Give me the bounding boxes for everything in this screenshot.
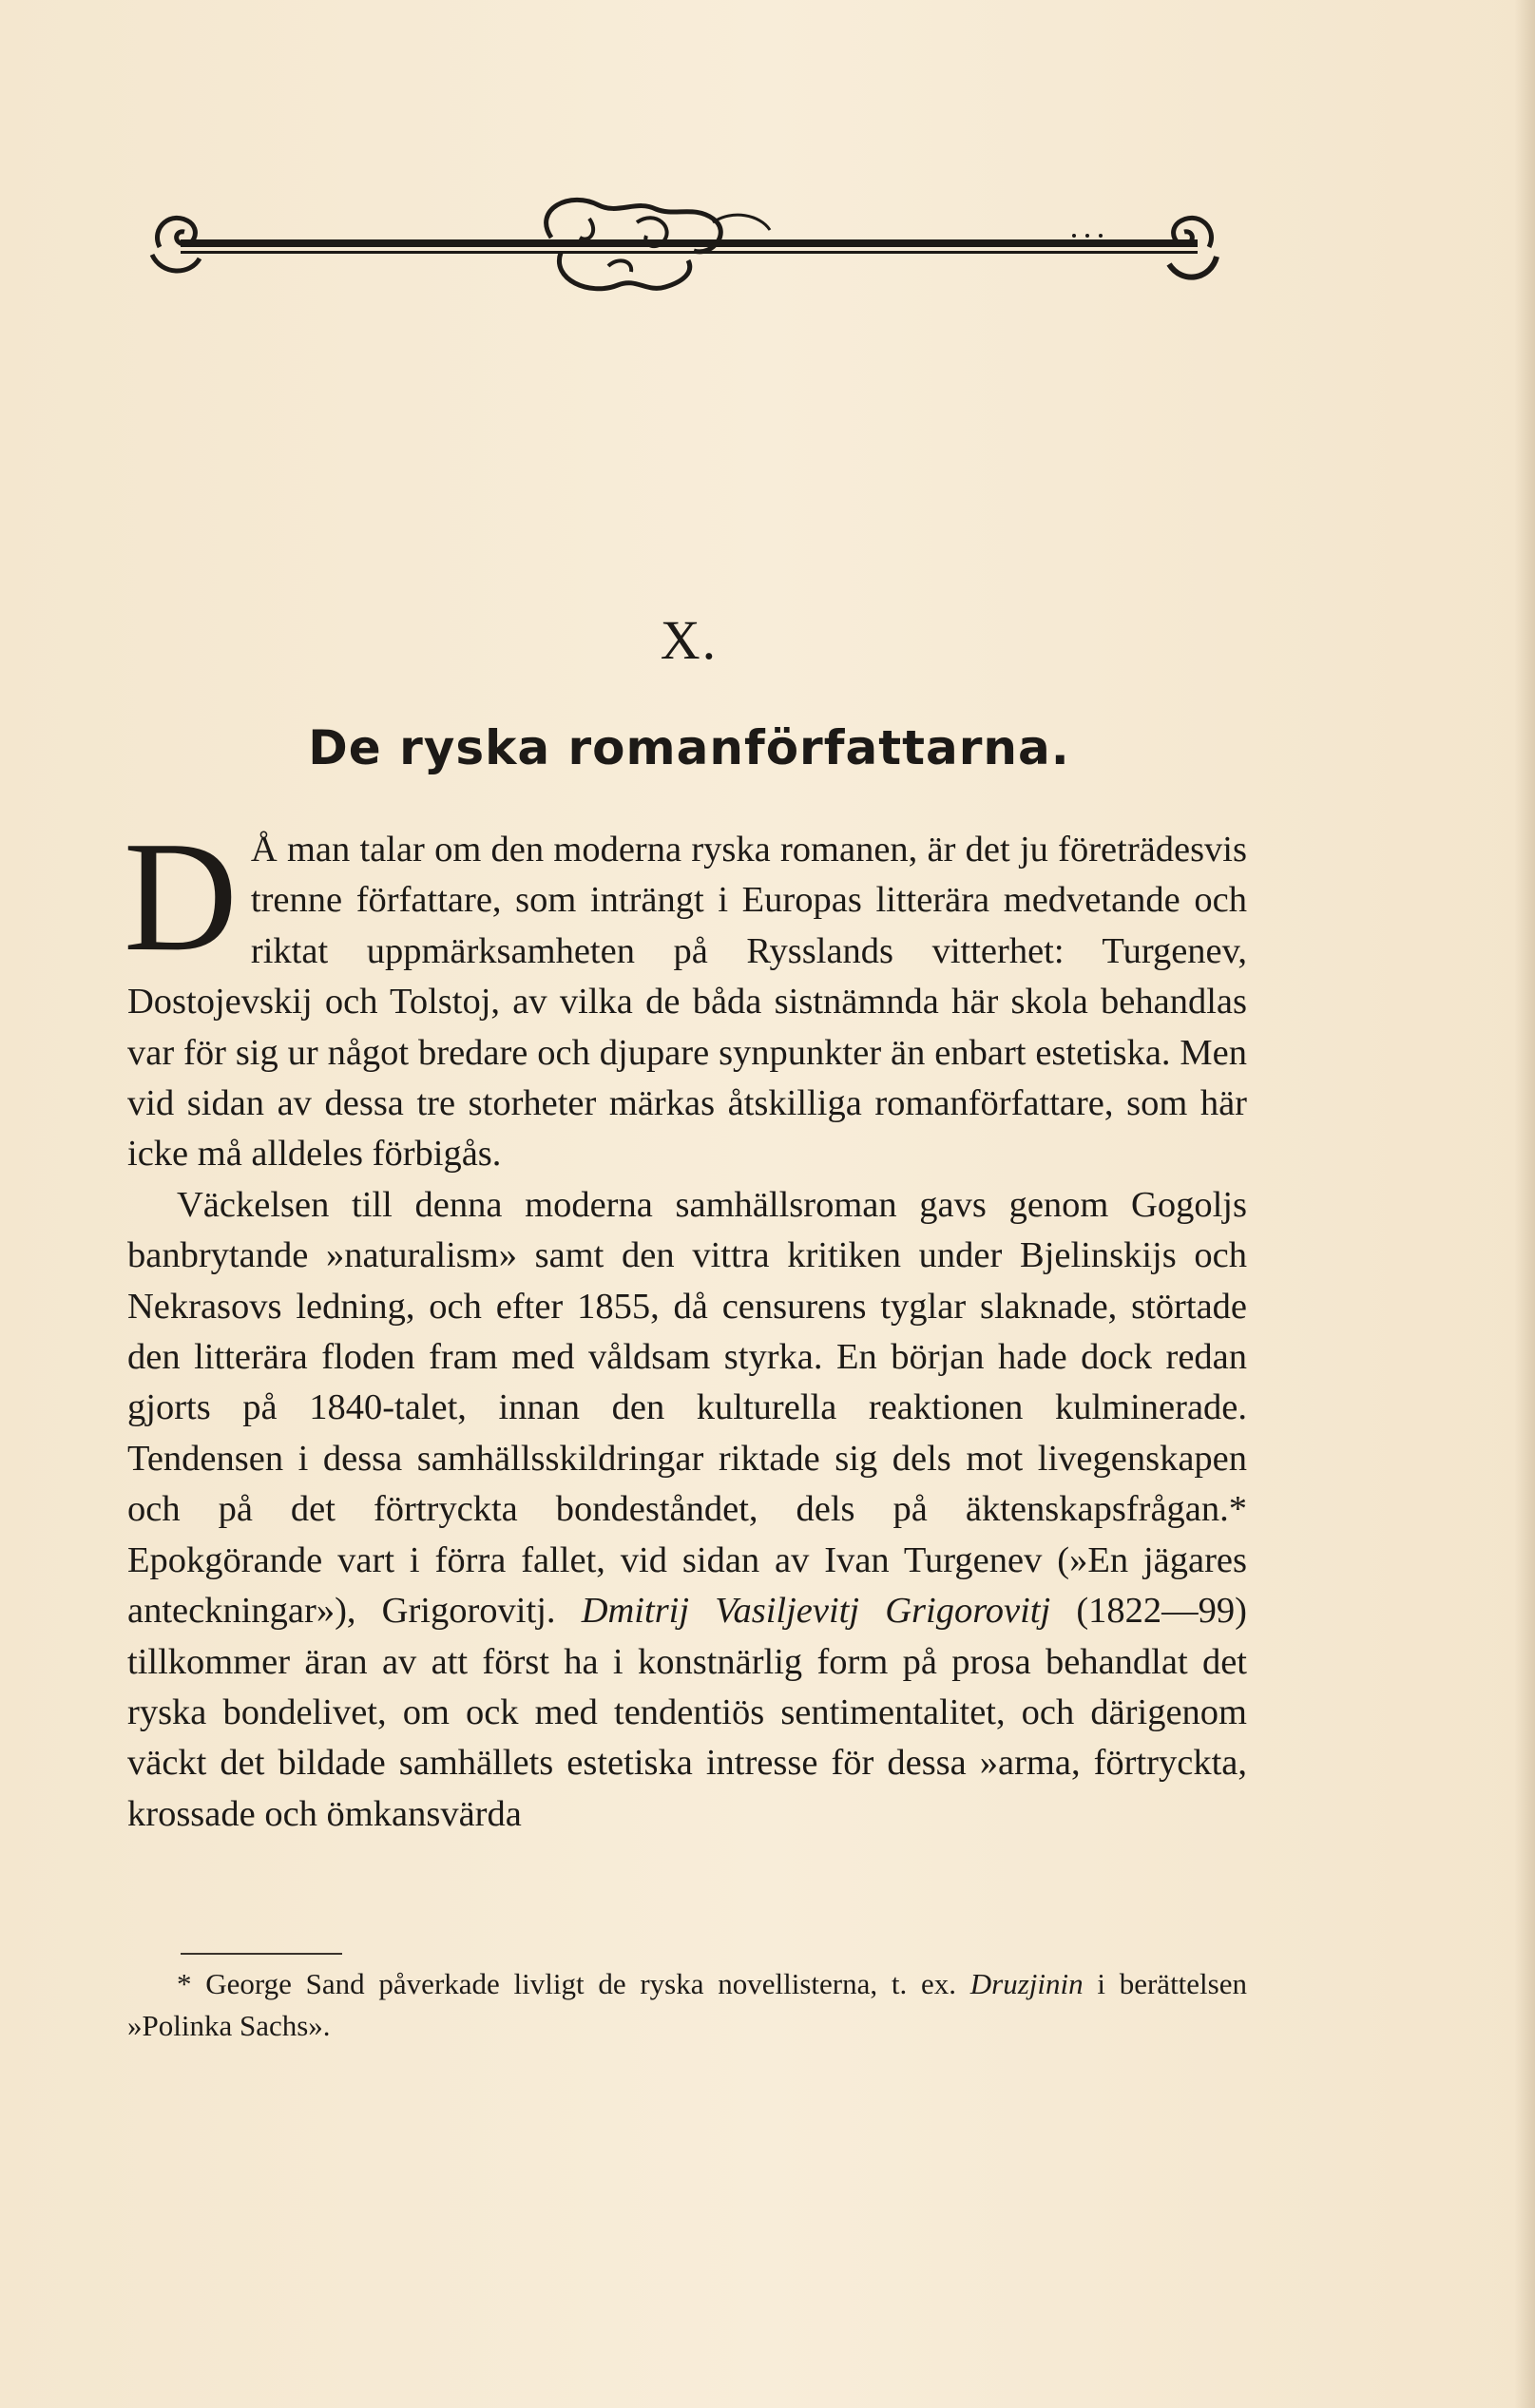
paragraph-1 [124, 809, 1247, 1180]
footnote [127, 1963, 1247, 2047]
page-edge-shadow [1514, 0, 1535, 2408]
paragraph-2-text-end: (1822—99) tillkommer äran av att först ha i konstnärlig form på prosa behandlat det ryska bondelivet, om ock med tendentiös sentimentalitet, och därigenom väckt det bildade samhällets estetiska intresse för dessa »arma, förtryckta, krossade och ömkansvärda [127, 1591, 1247, 1834]
paragraph-1-text: Å man talar om den moderna ryska romanen, är det ju företrädesvis trenne författare, som inträngt i Europas litterära medvetande och riktat uppmärksamheten på Rysslands vitterhet: Turgenev, Dostojevskij och Tolstoj, av vilka de båda sistnämnda här skola behandlas var för sig ur något bredare och djupare synpunkter än enbart estetiska. Men vid sidan av dessa tre storheter märkas åtskilliga romanförfattare, som här icke må alldeles förbigås. [127, 830, 1247, 1175]
footnote-rule [181, 1953, 342, 1955]
italic-name: Dmitrij Vasiljevitj Grigorovitj [581, 1591, 1051, 1632]
footnote-text-start: * George Sand påverkade livligt de ryska novellisterna, t. ex. [177, 1967, 956, 2000]
paragraph-2 [127, 1180, 1247, 1840]
chapter-title: De ryska romanförfattarna. [308, 720, 1070, 775]
paragraph-2-text-start: Väckelsen till denna moderna samhällsroman gavs genom Gogoljs banbrytande »naturalism» samt den vittra kritiken under Bjelinskijs och Nekrasovs ledning, och efter 1855, då censurens tyglar slaknade, störtade den litterära floden fram med våldsam styrka. En början hade dock redan gjorts på 1840-talet, innan den kulturella reaktionen kulminerade. Tendensen i dessa samhällsskildringar riktade sig dels mot livegenskapen och på det förtryckta bondeståndet, dels på äktenskapsfrågan.* Epokgörande vart i förra fallet, vid sidan av Ivan Turgenev (»En jägares anteckningar»), Grigorovitj. [127, 1184, 1247, 1632]
body-text [124, 809, 1247, 1840]
drop-cap: D [124, 809, 238, 984]
chapter-number: X. [660, 609, 719, 671]
scroll-ornament-icon [143, 181, 1226, 314]
footnote-italic-name: Druzjinin [969, 1967, 1084, 2000]
footnote-text-end: i berättelsen »Polinka Sachs». [127, 1967, 1247, 2042]
